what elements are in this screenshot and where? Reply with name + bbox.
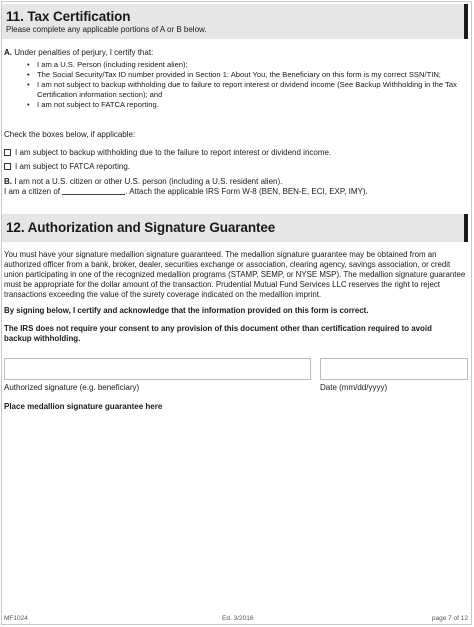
bullet-item [27,60,467,70]
backup-withholding-checkbox[interactable] [4,149,11,156]
backup-withholding-option[interactable] [4,148,331,158]
part-b-statement [4,177,282,187]
section-12-title: 12. Authorization and Signature Guarantee [6,220,276,235]
part-a-intro-text: Under penalties of perjury, I certify that: [14,48,154,57]
bullet-icon: • [27,70,30,79]
page-number: page 7 of 12 [431,615,468,622]
bullet-item [27,80,467,100]
date-label: Date (mm/dd/yyyy) [320,383,388,392]
check-intro: Check the boxes below, if applicable: [4,130,136,139]
acknowledge-statement: By signing below, I certify and acknowledge that the information provided on this form is correct. [4,306,369,315]
section-11-subtitle: Please complete any applicable portions of A or B below. [6,25,207,34]
form-id: MF1024 [4,615,28,622]
bullet-icon: • [27,100,30,109]
certification-bullets [27,60,467,110]
bullet-icon: • [27,60,30,69]
fatca-option[interactable] [4,162,130,172]
citizenship-line [4,187,368,197]
medallion-guarantee-label: Place medallion signature guarantee here [4,402,163,411]
section-11-title: 11. Tax Certification [6,9,131,24]
irs-consent-note: The IRS does not require your consent to any provision of this document other than certification required to avoid backup withholding. [4,324,432,343]
part-a-intro [4,48,153,58]
backup-withholding-label: I am subject to backup withholding due to the failure to report interest or dividend income. [15,148,332,157]
bullet-item [27,70,467,80]
signature-label: Authorized signature (e.g. beneficiary) [4,383,140,392]
part-b-text: I am not a U.S. citizen or other U.S. person (including a U.S. resident alien). [14,177,283,186]
citizenship-prefix: I am a citizen of [4,187,61,196]
fatca-label: I am subject to FATCA reporting. [15,162,131,171]
medallion-paragraph: You must have your signature medallion signature guaranteed. The medallion signature guarantee may be obtained from an authorized officer from a bank, broker, dealer, securities exchange or association, clearing agency, savings association, or credit union participating in one of the recognized medallion programs (STAMP, SEMP, or NYSE MSP). The medallion signature guarantee must be appropriate for the dollar amount of the transaction. Prudential Mutual Fund Services LLC reserves the right to reject transactions exceeding the value of the surety coverage indicated on the medallion imprint. [4,250,466,299]
section-11-header [2,4,468,39]
signature-field[interactable] [4,358,311,380]
bullet-item [27,100,467,110]
bullet-text: I am a U.S. Person (including resident alien); [37,60,188,69]
part-a-letter: A. [4,48,12,57]
bullet-icon: • [27,80,30,89]
section-12-header [2,214,468,242]
bullet-text: I am not subject to FATCA reporting. [37,100,159,109]
bullet-text: I am not subject to backup withholding due to failure to report interest or dividend income (See Backup Withholding in the Tax Certification information section); and [37,80,457,99]
form-edition: Ed. 3/2016 [222,615,254,622]
part-b-letter: B. [4,177,12,186]
bullet-text: The Social Security/Tax ID number provided in Section 1: About You, the Beneficiary on this form is my correct SSN/TIN; [37,70,441,79]
date-field[interactable] [320,358,468,380]
fatca-checkbox[interactable] [4,163,11,170]
citizenship-country-field[interactable] [62,187,125,195]
citizenship-suffix: . Attach the applicable IRS Form W-8 (BEN, BEN-E, ECI, EXP, IMY). [125,187,368,196]
